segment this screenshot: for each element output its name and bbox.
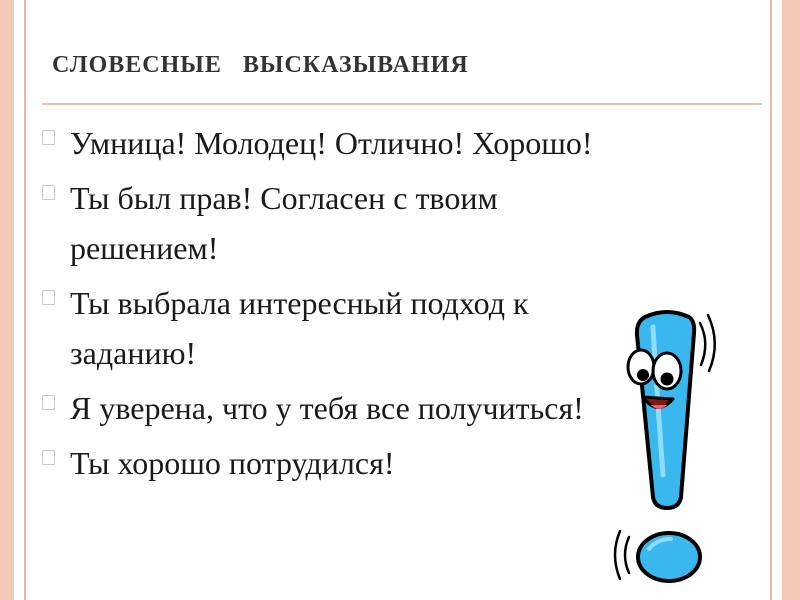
bullet-icon	[42, 130, 55, 145]
frame-left-band	[0, 0, 14, 600]
list-item-text: Ты выбрала интересный подход к заданию!	[70, 285, 529, 371]
list-item-text: Я уверена, что у тебя все получиться!	[70, 390, 584, 426]
slide-title: СЛОВЕСНЫЕ ВЫСКАЗЫВАНИЯ	[52, 52, 469, 78]
frame-right-line	[770, 0, 772, 600]
title-divider	[42, 103, 762, 105]
list-item-text: Умница! Молодец! Отлично! Хорошо!	[70, 125, 593, 161]
list-item-text: Ты хорошо потрудился!	[70, 445, 395, 481]
phrase-list	[42, 118, 612, 493]
bullet-icon	[42, 290, 55, 305]
list-item	[42, 173, 612, 273]
list-item	[42, 118, 612, 168]
list-item	[42, 438, 612, 488]
list-item-text: Ты был прав! Согласен с твоим решением!	[70, 180, 498, 266]
frame-left-line	[24, 0, 26, 600]
bullet-icon	[42, 395, 55, 410]
bullet-icon	[42, 450, 55, 465]
list-item	[42, 278, 612, 378]
bullet-icon	[42, 185, 55, 200]
frame-right-band	[782, 0, 800, 600]
list-item	[42, 383, 612, 433]
exclamation-mascot-icon	[605, 305, 725, 590]
